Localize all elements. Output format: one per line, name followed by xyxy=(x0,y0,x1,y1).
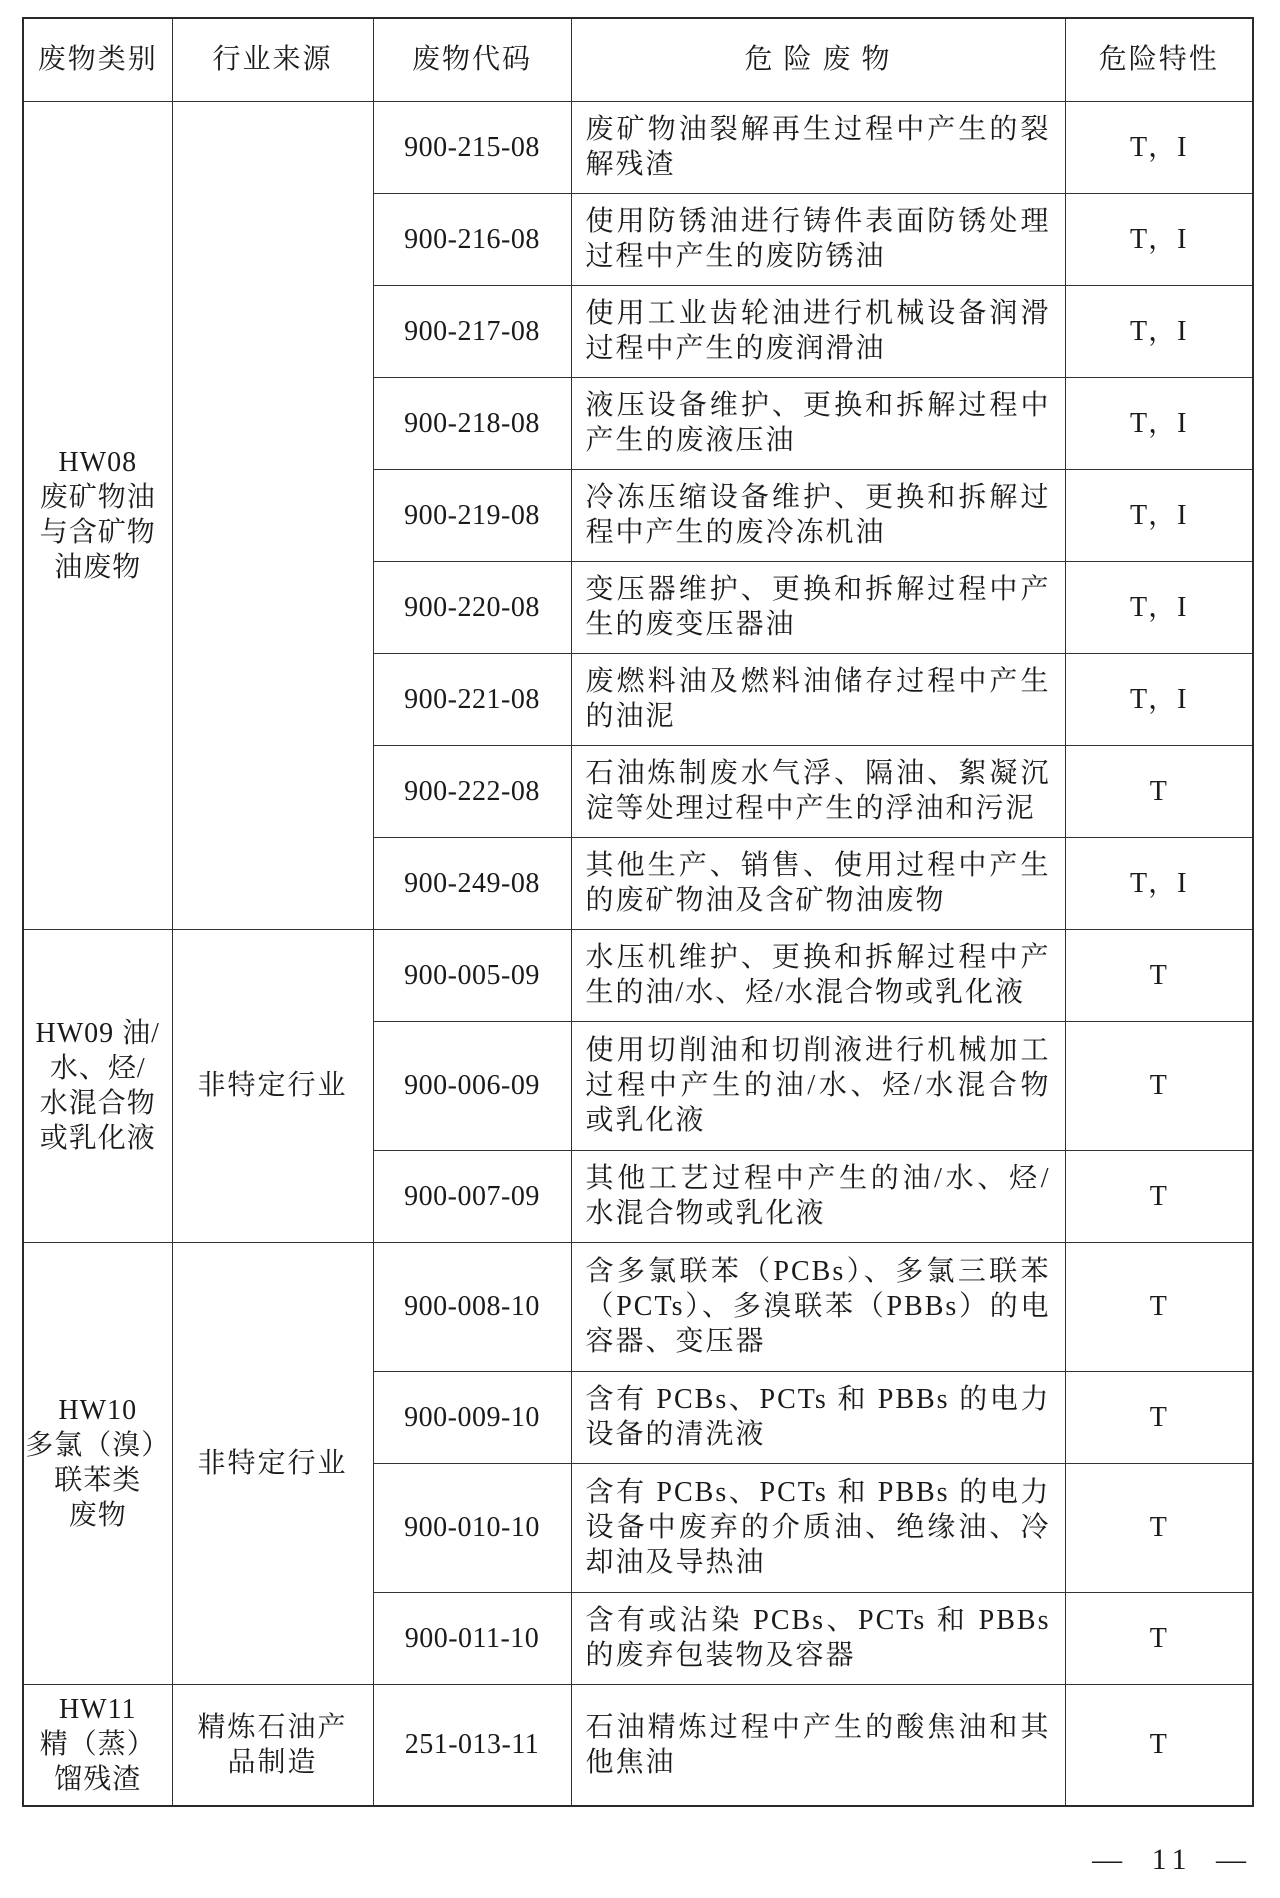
hazard-characteristic-cell: T xyxy=(1065,1021,1253,1150)
waste-code-cell: 900-011-10 xyxy=(373,1592,571,1684)
hazard-characteristic-cell: T xyxy=(1065,1592,1253,1684)
category-line: HW08 xyxy=(58,447,138,478)
header-waste-code: 废物代码 xyxy=(373,18,571,101)
header-waste-category: 废物类别 xyxy=(23,18,172,101)
page-number: — 11 — xyxy=(1092,1843,1252,1876)
category-line: 废矿物油 xyxy=(39,482,156,513)
table-row xyxy=(23,929,1253,1021)
industry-line: 精炼石油产 xyxy=(197,1711,348,1743)
hazardous-waste-cell: 变压器维护、更换和拆解过程中产生的废变压器油 xyxy=(571,561,1065,653)
header-industry-source: 行业来源 xyxy=(172,18,373,101)
hazard-characteristic-cell: T，I xyxy=(1065,653,1253,745)
waste-code-cell: 900-009-10 xyxy=(373,1371,571,1463)
table-row xyxy=(23,1684,1253,1806)
table-header-row xyxy=(23,18,1253,101)
hazard-characteristic-cell: T，I xyxy=(1065,377,1253,469)
industry-line: 非特定行业 xyxy=(197,1070,348,1101)
header-hazard-characteristic: 危险特性 xyxy=(1065,18,1253,101)
table-row xyxy=(23,1242,1253,1371)
hazardous-waste-cell: 其他生产、销售、使用过程中产生的废矿物油及含矿物油废物 xyxy=(571,837,1065,929)
category-line: 水混合物 xyxy=(39,1087,156,1119)
hazardous-waste-cell: 其他工艺过程中产生的油/水、烃/水混合物或乳化液 xyxy=(571,1150,1065,1242)
industry-line: 品制造 xyxy=(227,1746,318,1778)
industry-cell-hw09 xyxy=(172,929,373,1242)
hazard-characteristic-cell: T xyxy=(1065,1463,1253,1592)
table-row xyxy=(23,101,1253,193)
hazardous-waste-table xyxy=(22,17,1254,1807)
category-line: 废物 xyxy=(68,1500,127,1531)
waste-code-cell: 900-216-08 xyxy=(373,193,571,285)
waste-code-cell: 900-221-08 xyxy=(373,653,571,745)
hazard-characteristic-cell: T xyxy=(1065,1242,1253,1371)
category-line: HW10 xyxy=(58,1395,138,1426)
header-hazardous-waste: 危 险 废 物 xyxy=(571,18,1065,101)
industry-cell-hw10 xyxy=(172,1242,373,1684)
hazardous-waste-cell: 冷冻压缩设备维护、更换和拆解过程中产生的废冷冻机油 xyxy=(571,469,1065,561)
hazard-characteristic-cell: T，I xyxy=(1065,837,1253,929)
category-line: 馏残渣 xyxy=(54,1764,142,1796)
category-line: 精（蒸） xyxy=(39,1729,156,1761)
category-line: 或乳化液 xyxy=(39,1122,156,1154)
hazard-characteristic-cell: T xyxy=(1065,1371,1253,1463)
waste-code-cell: 900-007-09 xyxy=(373,1150,571,1242)
waste-code-cell: 900-010-10 xyxy=(373,1463,571,1592)
hazardous-waste-cell: 废矿物油裂解再生过程中产生的裂解残渣 xyxy=(571,101,1065,193)
hazard-characteristic-cell: T xyxy=(1065,1150,1253,1242)
hazard-characteristic-cell: T，I xyxy=(1065,561,1253,653)
category-line: 多氯（溴） xyxy=(25,1430,171,1461)
industry-line: 非特定行业 xyxy=(197,1447,348,1479)
hazard-characteristic-cell: T，I xyxy=(1065,101,1253,193)
hazardous-waste-cell: 使用切削油和切削液进行机械加工过程中产生的油/水、烃/水混合物或乳化液 xyxy=(571,1021,1065,1150)
waste-code-cell: 900-222-08 xyxy=(373,745,571,837)
waste-code-cell: 900-220-08 xyxy=(373,561,571,653)
hazard-characteristic-cell: T xyxy=(1065,1684,1253,1806)
hazard-characteristic-cell: T xyxy=(1065,745,1253,837)
category-cell-hw09 xyxy=(23,929,172,1242)
category-line: 水、烃/ xyxy=(49,1052,146,1084)
hazardous-waste-cell: 液压设备维护、更换和拆解过程中产生的废液压油 xyxy=(571,377,1065,469)
hazardous-waste-cell: 石油精炼过程中产生的酸焦油和其他焦油 xyxy=(571,1684,1065,1806)
hazardous-waste-cell: 含多氯联苯（PCBs）、多氯三联苯（PCTs）、多溴联苯（PBBs）的电容器、变压器 xyxy=(571,1242,1065,1371)
category-cell-hw08 xyxy=(23,101,172,929)
waste-code-cell: 900-215-08 xyxy=(373,101,571,193)
hazardous-waste-cell: 使用防锈油进行铸件表面防锈处理过程中产生的废防锈油 xyxy=(571,193,1065,285)
hazard-characteristic-cell: T，I xyxy=(1065,193,1253,285)
hazard-characteristic-cell: T，I xyxy=(1065,285,1253,377)
hazardous-waste-cell: 含有或沾染 PCBs、PCTs 和 PBBs 的废弃包装物及容器 xyxy=(571,1592,1065,1684)
waste-code-cell: 900-008-10 xyxy=(373,1242,571,1371)
category-cell-hw11 xyxy=(23,1684,172,1806)
waste-code-cell: 900-005-09 xyxy=(373,929,571,1021)
hazardous-waste-cell: 水压机维护、更换和拆解过程中产生的油/水、烃/水混合物或乳化液 xyxy=(571,929,1065,1021)
hazardous-waste-cell: 含有 PCBs、PCTs 和 PBBs 的电力设备中废弃的介质油、绝缘油、冷却油及导热油 xyxy=(571,1463,1065,1592)
hazard-characteristic-cell: T xyxy=(1065,929,1253,1021)
waste-code-cell: 251-013-11 xyxy=(373,1684,571,1806)
waste-code-cell: 900-218-08 xyxy=(373,377,571,469)
hazardous-waste-cell: 废燃料油及燃料油储存过程中产生的油泥 xyxy=(571,653,1065,745)
waste-code-cell: 900-006-09 xyxy=(373,1021,571,1150)
category-line: 油废物 xyxy=(54,552,142,583)
waste-code-cell: 900-219-08 xyxy=(373,469,571,561)
hazard-characteristic-cell: T，I xyxy=(1065,469,1253,561)
category-line: 与含矿物 xyxy=(39,517,156,548)
category-cell-hw10 xyxy=(23,1242,172,1684)
category-line: HW09 油/ xyxy=(35,1017,160,1049)
hazardous-waste-cell: 使用工业齿轮油进行机械设备润滑过程中产生的废润滑油 xyxy=(571,285,1065,377)
industry-cell-hw08 xyxy=(172,101,373,929)
category-line: 联苯类 xyxy=(54,1465,142,1496)
hazardous-waste-cell: 石油炼制废水气浮、隔油、絮凝沉淀等处理过程中产生的浮油和污泥 xyxy=(571,745,1065,837)
waste-code-cell: 900-217-08 xyxy=(373,285,571,377)
industry-cell-hw11 xyxy=(172,1684,373,1806)
hazardous-waste-cell: 含有 PCBs、PCTs 和 PBBs 的电力设备的清洗液 xyxy=(571,1371,1065,1463)
waste-code-cell: 900-249-08 xyxy=(373,837,571,929)
category-line: HW11 xyxy=(58,1694,137,1726)
